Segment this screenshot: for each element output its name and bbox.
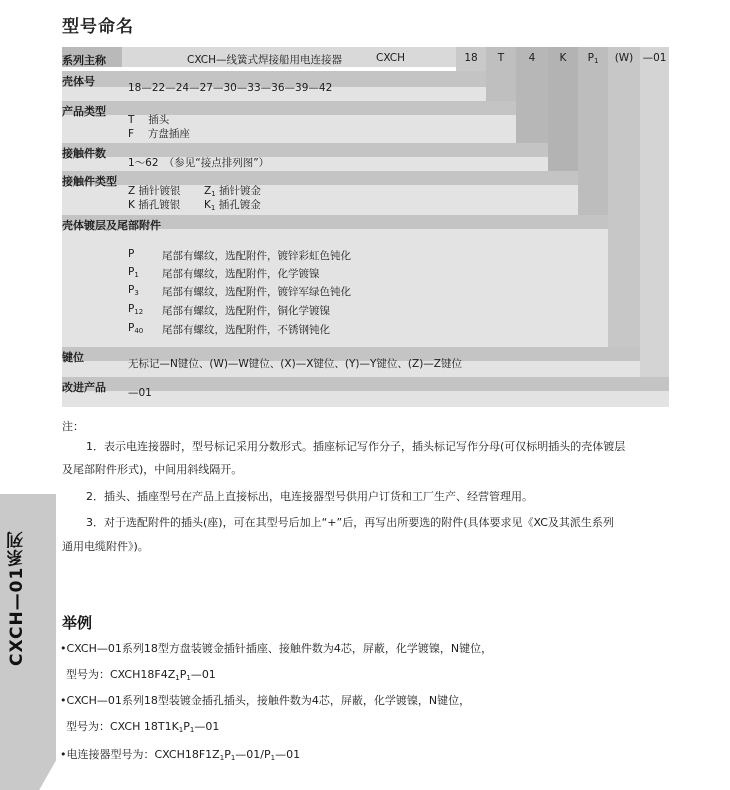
- row-bg-improve-label: [62, 377, 669, 391]
- plating-p-text: 尾部有螺纹，选配附件，镀锌彩虹色钝化: [162, 250, 351, 262]
- example-1-line-1: •CXCH—01系列18型方盘装镀金插针插座、接触件数为4芯，屏蔽，化学镀镍，N键位，: [60, 642, 493, 655]
- contact-type-k1: $K_1$ 插孔镀金: [204, 199, 261, 212]
- examples-heading: 举例: [62, 614, 93, 632]
- label-plating: 壳体镀层及尾部附件: [62, 219, 161, 232]
- plating-p1: $P_1$: [128, 266, 139, 279]
- label-contact-count: 接触件数: [62, 147, 106, 160]
- note-2: 2．插头、插座型号在产品上直接标出，电连接器型号供用户订货和工厂生产、经营管理用。: [86, 490, 533, 503]
- plating-p1-text: 尾部有螺纹，选配附件，化学镀镍: [162, 268, 320, 280]
- plating-p12-text: 尾部有螺纹，选配附件，铜化学镀镍: [162, 305, 330, 317]
- row-bg-plating: [62, 215, 608, 347]
- contact-count-range: 1～62 （参见“接点排列图”）: [128, 157, 270, 169]
- cell-contact-type: K: [559, 52, 567, 64]
- contact-type-z1: $Z_1$ 插针镀金: [204, 185, 262, 198]
- example-3-model: •电连接器型号为：$CXCH18F1Z_1P_1—01/P_1—01$: [60, 748, 301, 762]
- cell-improve: —01: [642, 52, 667, 64]
- label-product-type: 产品类型: [62, 105, 106, 118]
- note-1-line-1: 1．表示电连接器时，型号标记采用分数形式。插座标记写作分子，插头标记写作分母(可仅标明插头的壳体镀层: [86, 440, 626, 453]
- cell-plating-code: P: [587, 52, 594, 64]
- label-improve: 改进产品: [62, 381, 106, 394]
- side-series-label: CXCH—01系列: [7, 530, 27, 666]
- improve-code: —01: [128, 387, 152, 399]
- note-1-line-2: 及尾部附件形式)，中间用斜线隔开。: [62, 463, 243, 476]
- contact-type-k: K 插孔镀银: [128, 199, 181, 211]
- cell-shell-size: 18: [464, 52, 478, 64]
- cell-key: (W): [614, 52, 634, 64]
- label-key: 键位: [62, 351, 84, 364]
- plating-p3: $P_3$: [128, 284, 139, 297]
- note-3-line-1: 3．对于选配附件的插头(座)，可在其型号后加上“+”后，再写出所要选的附件(具体要求见《XC及其派生系列: [86, 516, 614, 529]
- contact-type-z: Z 插针镀银: [128, 185, 181, 197]
- plating-p: P: [128, 248, 135, 260]
- band-w-strip: [608, 47, 640, 377]
- note-3-line-2: 通用电缆附件》)。: [62, 540, 149, 553]
- plating-p3-text: 尾部有螺纹，选配附件，镀锌军绿色钝化: [162, 286, 351, 298]
- example-2-model: 型号为：CXCH $18T1K_1P_1—01$: [66, 720, 220, 734]
- product-type-f: F 方盘插座: [128, 128, 190, 140]
- key-options: 无标记—N键位、(W)—W键位、(X)—X键位、(Y)—Y键位、(Z)—Z键位: [128, 358, 462, 370]
- product-type-t: T 插头: [128, 114, 170, 126]
- example-2-line-1: •CXCH—01系列18型装镀金插孔插头，接触件数为4芯，屏蔽，化学镀镍，N键位，: [60, 694, 471, 707]
- page-title: 型号命名: [62, 17, 134, 37]
- notes-heading: 注：: [62, 420, 84, 433]
- plating-p40: $P_{40}$: [128, 322, 144, 335]
- label-series: 系列主称: [62, 54, 106, 67]
- cell-product-type: T: [497, 52, 505, 64]
- cell-plating-sub: 1: [593, 57, 599, 65]
- plating-p12: $P_{12}$: [128, 303, 144, 316]
- series-code: CXCH: [376, 52, 405, 64]
- cell-contact-count: 4: [528, 52, 536, 64]
- plating-p40-text: 尾部有螺纹，选配附件，不锈钢钝化: [162, 324, 330, 336]
- label-shell: 壳体号: [62, 75, 95, 88]
- band-right-strip: [640, 47, 669, 407]
- shell-sizes: 18—22—24—27—30—33—36—39—42: [128, 82, 333, 94]
- series-description: CXCH—线簧式焊接船用电连接器: [187, 54, 342, 66]
- label-contact-type: 接触件类型: [62, 175, 117, 188]
- example-1-model: 型号为：$CXCH18F4Z_1P_1—01$: [66, 668, 216, 682]
- cell-plating: [578, 52, 608, 65]
